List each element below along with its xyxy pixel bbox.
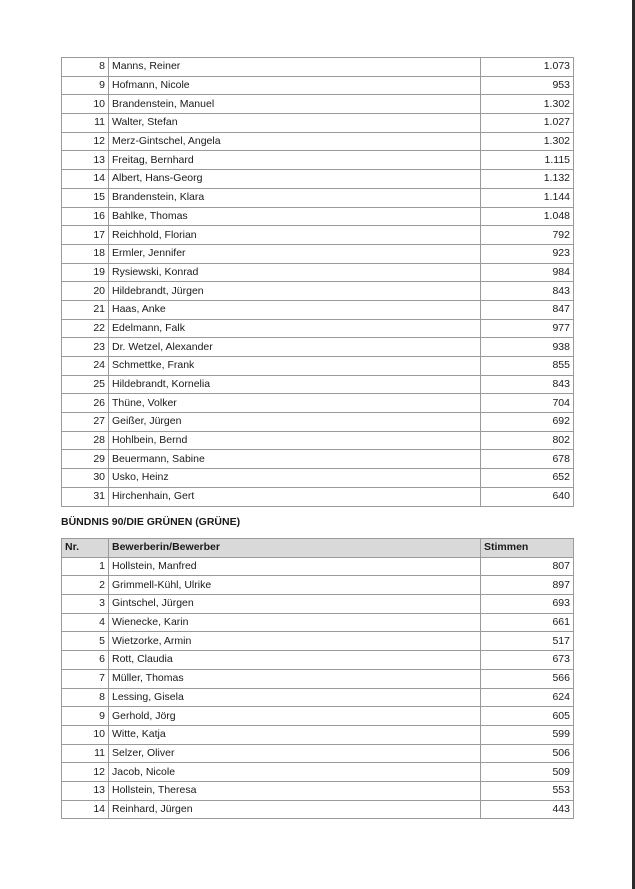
candidate-name: Hildebrandt, Jürgen (109, 282, 481, 301)
row-number: 14 (62, 800, 109, 819)
candidate-name: Hollstein, Manfred (109, 557, 481, 576)
table-row (62, 450, 574, 469)
row-number: 1 (62, 557, 109, 576)
candidate-name: Wietzorke, Armin (109, 632, 481, 651)
candidate-name: Hildebrandt, Kornelia (109, 375, 481, 394)
candidate-name: Geißer, Jürgen (109, 413, 481, 432)
table-row (62, 282, 574, 301)
row-number: 2 (62, 576, 109, 595)
table-row (62, 431, 574, 450)
vote-count: 1.302 (481, 95, 574, 114)
column-header-nr: Nr. (62, 539, 109, 558)
candidate-name: Freitag, Bernhard (109, 151, 481, 170)
row-number: 25 (62, 375, 109, 394)
row-number: 9 (62, 707, 109, 726)
candidate-name: Schmettke, Frank (109, 357, 481, 376)
table-body (62, 557, 574, 819)
vote-count: 1.048 (481, 207, 574, 226)
row-number: 13 (62, 151, 109, 170)
table-row (62, 95, 574, 114)
vote-count: 792 (481, 226, 574, 245)
table-row (62, 263, 574, 282)
candidate-name: Walter, Stefan (109, 114, 481, 133)
vote-count: 624 (481, 688, 574, 707)
vote-count: 599 (481, 725, 574, 744)
vote-count: 1.027 (481, 114, 574, 133)
column-header-votes: Stimmen (481, 539, 574, 558)
row-number: 18 (62, 244, 109, 263)
vote-count: 506 (481, 744, 574, 763)
candidate-name: Reinhard, Jürgen (109, 800, 481, 819)
candidate-name: Bahlke, Thomas (109, 207, 481, 226)
vote-count: 692 (481, 413, 574, 432)
table-row (62, 375, 574, 394)
table-row (62, 595, 574, 614)
candidate-name: Müller, Thomas (109, 669, 481, 688)
candidate-name: Albert, Hans-Georg (109, 170, 481, 189)
candidate-name: Edelmann, Falk (109, 319, 481, 338)
candidate-name: Grimmell-Kühl, Ulrike (109, 576, 481, 595)
table-row (62, 319, 574, 338)
table-row (62, 725, 574, 744)
candidate-name: Usko, Heinz (109, 469, 481, 488)
vote-count: 1.302 (481, 132, 574, 151)
row-number: 31 (62, 487, 109, 506)
candidate-name: Brandenstein, Klara (109, 188, 481, 207)
row-number: 27 (62, 413, 109, 432)
row-number: 10 (62, 725, 109, 744)
row-number: 11 (62, 744, 109, 763)
vote-count: 566 (481, 669, 574, 688)
vote-count: 897 (481, 576, 574, 595)
vote-count: 661 (481, 613, 574, 632)
table-row (62, 763, 574, 782)
vote-count: 1.115 (481, 151, 574, 170)
vote-count: 923 (481, 244, 574, 263)
candidate-name: Wienecke, Karin (109, 613, 481, 632)
table-row (62, 226, 574, 245)
vote-count: 640 (481, 487, 574, 506)
candidate-name: Hirchenhain, Gert (109, 487, 481, 506)
table-row (62, 58, 574, 77)
vote-count: 855 (481, 357, 574, 376)
table-row (62, 613, 574, 632)
candidate-name: Hofmann, Nicole (109, 76, 481, 95)
row-number: 23 (62, 338, 109, 357)
table-row (62, 132, 574, 151)
table-row (62, 244, 574, 263)
candidate-name: Rott, Claudia (109, 651, 481, 670)
header-row (62, 539, 574, 558)
table-row (62, 170, 574, 189)
row-number: 12 (62, 763, 109, 782)
row-number: 14 (62, 170, 109, 189)
vote-count: 509 (481, 763, 574, 782)
row-number: 8 (62, 688, 109, 707)
vote-count: 678 (481, 450, 574, 469)
row-number: 15 (62, 188, 109, 207)
row-number: 7 (62, 669, 109, 688)
table-row (62, 188, 574, 207)
row-number: 12 (62, 132, 109, 151)
row-number: 17 (62, 226, 109, 245)
table-row (62, 576, 574, 595)
table-row (62, 469, 574, 488)
candidate-name: Hohlbein, Bernd (109, 431, 481, 450)
vote-count: 843 (481, 375, 574, 394)
row-number: 11 (62, 114, 109, 133)
table-row (62, 557, 574, 576)
candidate-name: Rysiewski, Konrad (109, 263, 481, 282)
party-heading-gruene: BÜNDNIS 90/DIE GRÜNEN (GRÜNE) (61, 516, 241, 528)
row-number: 28 (62, 431, 109, 450)
table-row (62, 300, 574, 319)
vote-count: 553 (481, 781, 574, 800)
row-number: 29 (62, 450, 109, 469)
candidate-name: Dr. Wetzel, Alexander (109, 338, 481, 357)
row-number: 3 (62, 595, 109, 614)
vote-count: 847 (481, 300, 574, 319)
vote-count: 953 (481, 76, 574, 95)
table-row (62, 487, 574, 506)
candidate-name: Beuermann, Sabine (109, 450, 481, 469)
vote-count: 1.144 (481, 188, 574, 207)
vote-count: 443 (481, 800, 574, 819)
vote-count: 802 (481, 431, 574, 450)
table-row (62, 114, 574, 133)
vote-count: 605 (481, 707, 574, 726)
row-number: 21 (62, 300, 109, 319)
table-body (62, 58, 574, 507)
candidate-name: Manns, Reiner (109, 58, 481, 77)
row-number: 5 (62, 632, 109, 651)
candidate-name: Selzer, Oliver (109, 744, 481, 763)
table-row (62, 651, 574, 670)
table-row (62, 800, 574, 819)
candidate-name: Gerhold, Jörg (109, 707, 481, 726)
vote-count: 704 (481, 394, 574, 413)
candidate-name: Witte, Katja (109, 725, 481, 744)
candidate-name: Brandenstein, Manuel (109, 95, 481, 114)
row-number: 6 (62, 651, 109, 670)
row-number: 30 (62, 469, 109, 488)
row-number: 9 (62, 76, 109, 95)
table-row (62, 781, 574, 800)
row-number: 22 (62, 319, 109, 338)
candidate-name: Reichhold, Florian (109, 226, 481, 245)
row-number: 19 (62, 263, 109, 282)
table-row (62, 207, 574, 226)
table-row (62, 744, 574, 763)
vote-count: 1.073 (481, 58, 574, 77)
row-number: 8 (62, 58, 109, 77)
row-number: 13 (62, 781, 109, 800)
row-number: 16 (62, 207, 109, 226)
vote-count: 843 (481, 282, 574, 301)
vote-count: 984 (481, 263, 574, 282)
vote-count: 652 (481, 469, 574, 488)
table-row (62, 76, 574, 95)
row-number: 4 (62, 613, 109, 632)
vote-count: 673 (481, 651, 574, 670)
row-number: 24 (62, 357, 109, 376)
row-number: 10 (62, 95, 109, 114)
table-row (62, 357, 574, 376)
vote-count: 693 (481, 595, 574, 614)
vote-count: 1.132 (481, 170, 574, 189)
candidate-results-table-gruene (61, 538, 574, 819)
row-number: 20 (62, 282, 109, 301)
table-row (62, 707, 574, 726)
candidate-name: Thüne, Volker (109, 394, 481, 413)
vote-count: 517 (481, 632, 574, 651)
candidate-name: Hollstein, Theresa (109, 781, 481, 800)
candidate-name: Haas, Anke (109, 300, 481, 319)
table-row (62, 413, 574, 432)
table-header (62, 539, 574, 558)
candidate-name: Gintschel, Jürgen (109, 595, 481, 614)
vote-count: 977 (481, 319, 574, 338)
table-row (62, 669, 574, 688)
table-row (62, 394, 574, 413)
vote-count: 938 (481, 338, 574, 357)
row-number: 26 (62, 394, 109, 413)
table-row (62, 688, 574, 707)
candidate-results-table-continued (61, 57, 574, 507)
column-header-candidate: Bewerberin/Bewerber (109, 539, 481, 558)
candidate-name: Ermler, Jennifer (109, 244, 481, 263)
table-row (62, 338, 574, 357)
vote-count: 807 (481, 557, 574, 576)
candidate-name: Lessing, Gisela (109, 688, 481, 707)
candidate-name: Jacob, Nicole (109, 763, 481, 782)
table-row (62, 151, 574, 170)
candidate-name: Merz-Gintschel, Angela (109, 132, 481, 151)
table-row (62, 632, 574, 651)
